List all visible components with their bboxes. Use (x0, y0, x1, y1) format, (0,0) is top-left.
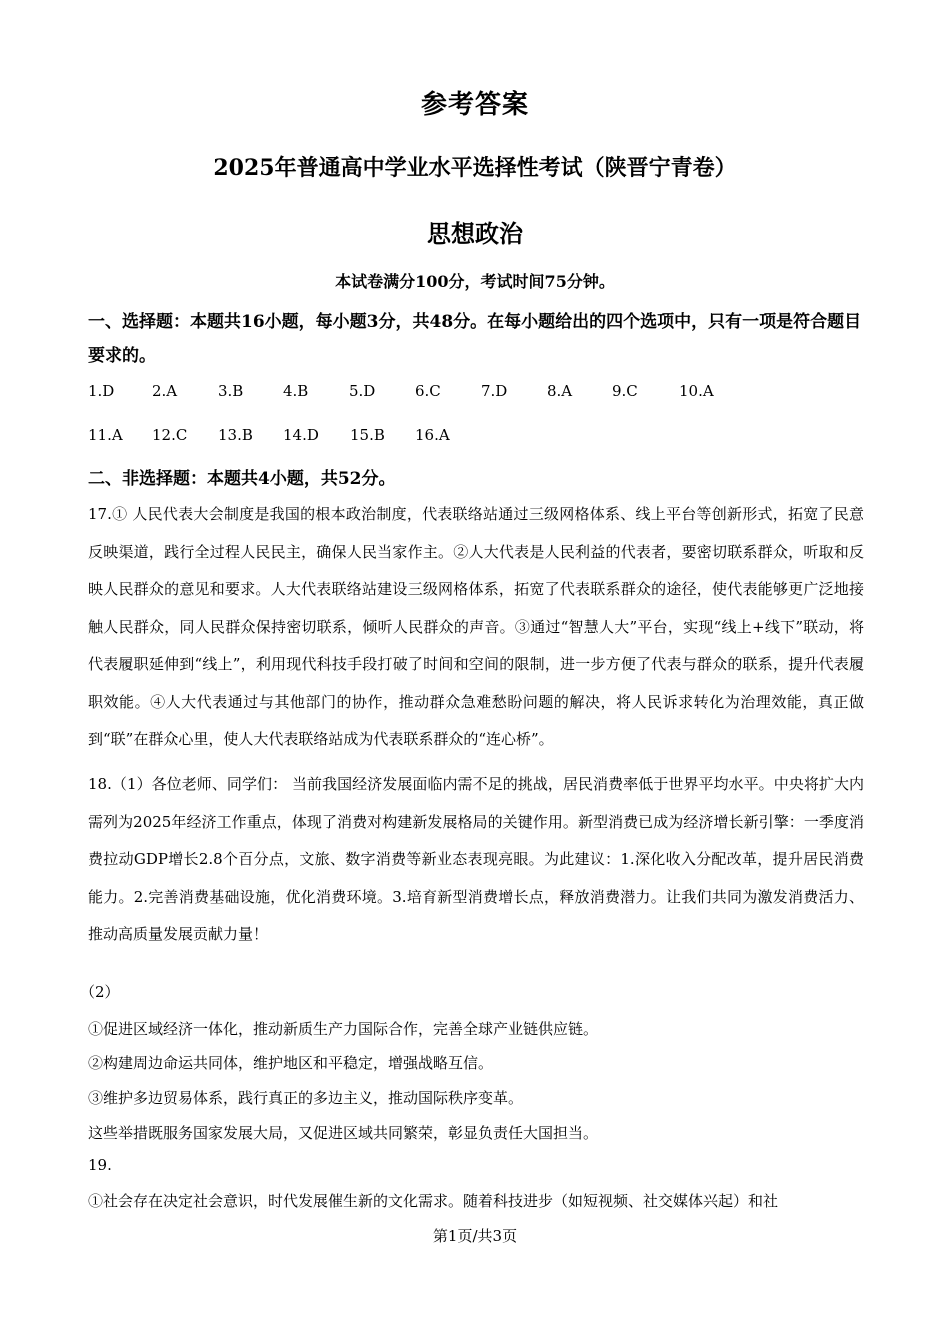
answer-item: 13.B (218, 426, 253, 444)
answer-item: 4.B (283, 382, 309, 400)
section1-heading: 一、选择题：本题共16小题，每小题3分，共48分。在每小题给出的四个选项中，只有一项是符合题目要求的。 (88, 312, 862, 366)
answer-q18-item: ③维护多边贸易体系，践行真正的多边主义，推动国际秩序变革。 (88, 1089, 524, 1107)
answer-item: 8.A (547, 382, 573, 400)
answer-q19-label: 19. (88, 1156, 112, 1174)
answer-item: 5.D (349, 382, 376, 400)
answer-item: 10.A (679, 382, 714, 400)
answer-item: 7.D (481, 382, 508, 400)
answer-q18-item: ①促进区域经济一体化，推动新质生产力国际合作，完善全球产业链供应链。 (88, 1020, 599, 1038)
answer-item: 2.A (152, 382, 178, 400)
answer-q18-part1: 18.（1）各位老师、同学们： 当前我国经济发展面临内需不足的挑战，居民消费率低于世界平均水平。中央将扩大内需列为2025年经济工作重点，体现了消费对构建新发展格局的关键作用。新型消费已成为经济增长新引擎：一季度消费拉动GDP增长2.8个百分点，文旅、数字消费等新业态表现亮眼。为此建议：1.深化收入分配改革，提升居民消费能力。2.完善消费基础设施，优化消费环境。3.培育新型消费增长点，释放消费潜力。让我们共同为激发消费活力、推动高质量发展贡献力量！ (88, 775, 864, 943)
answer-item: 6.C (415, 382, 441, 400)
answer-q17: 17.① 人民代表大会制度是我国的根本政治制度，代表联络站通过三级网格体系、线上平台等创新形式，拓宽了民意反映渠道，践行全过程人民民主，确保人民当家作主。②人大代表是人民利益的代表者，要密切联系群众，听取和反映人民群众的意见和要求。人大代表联络站建设三级网格体系，拓宽了代表联系群众的途径，使代表能够更广泛地接触人民群众，同人民群众保持密切联系，倾听人民群众的声音。③通过“智慧人大”平台，实现“线上+线下”联动，将代表履职延伸到“线上”，利用现代科技手段打破了时间和空间的限制，进一步方便了代表与群众的联系，提升代表履职效能。④人大代表通过与其他部门的协作，推动群众急难愁盼问题的解决，将人民诉求转化为治理效能，真正做到“联”在群众心里，使人大代表联络站成为代表联系群众的“连心桥”。 (88, 505, 864, 748)
answer-row-1 (88, 382, 868, 406)
answer-item: 12.C (152, 426, 188, 444)
page-title: 参考答案 (420, 90, 529, 120)
answer-q18-part2-label: （2） (80, 983, 120, 1001)
answer-q19-item: ①社会存在决定社会意识，时代发展催生新的文化需求。随着科技进步（如短视频、社交媒体兴起）和社 (88, 1192, 779, 1210)
answer-item: 14.D (283, 426, 319, 444)
exam-info: 本试卷满分100分，考试时间75分钟。 (335, 272, 615, 291)
section2-heading: 二、非选择题：本题共4小题，共52分。 (88, 469, 396, 489)
subject-title: 思想政治 (427, 219, 523, 248)
answer-row-2 (88, 426, 868, 450)
answer-item: 9.C (612, 382, 638, 400)
answer-q18-summary: 这些举措既服务国家发展大局，又促进区域共同繁荣，彰显负责任大国担当。 (88, 1124, 599, 1142)
answer-q18-item: ②构建周边命运共同体，维护地区和平稳定，增强战略互信。 (88, 1054, 494, 1072)
answer-item: 16.A (415, 426, 450, 444)
answer-item: 15.B (350, 426, 385, 444)
answer-item: 11.A (88, 426, 123, 444)
page-number: 第1页/共3页 (432, 1227, 518, 1245)
exam-name: 2025年普通高中学业水平选择性考试（陕晋宁青卷） (213, 155, 737, 181)
answer-item: 3.B (218, 382, 244, 400)
answer-item: 1.D (88, 382, 115, 400)
